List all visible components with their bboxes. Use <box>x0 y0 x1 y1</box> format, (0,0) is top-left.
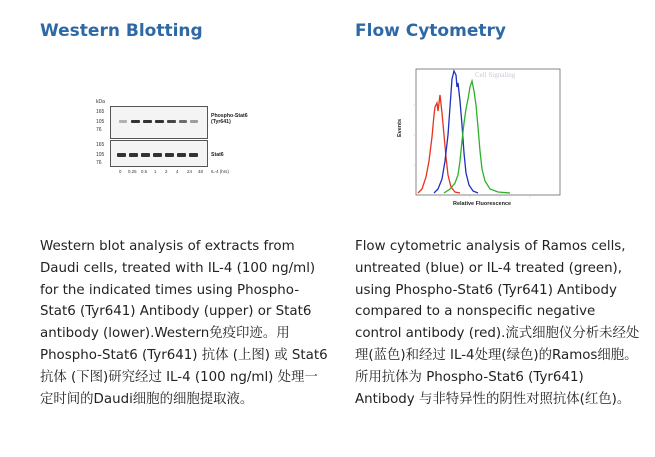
upper-blot-panel <box>110 106 208 139</box>
lane-label: 0 <box>119 169 122 174</box>
lane-unit-label: IL-4 (hrs) <box>211 169 229 174</box>
upper-marker: 76 <box>96 127 102 133</box>
lower-marker: 105 <box>96 152 105 158</box>
blot-band <box>165 153 174 157</box>
lane-label: 48 <box>198 169 203 174</box>
lane-label: 0.5 <box>141 169 148 174</box>
upper-blot-label-text: Phospho-Stat6 (Tyr641) <box>211 113 248 125</box>
blot-band <box>143 120 152 123</box>
upper-marker: 105 <box>96 119 105 125</box>
lower-blot-label: Stat6 <box>211 152 224 158</box>
plot-frame <box>416 69 560 195</box>
western-blot-image <box>95 99 281 179</box>
western-blotting-title: Western Blotting <box>40 21 203 41</box>
blot-band <box>129 153 138 157</box>
blot-band <box>117 153 126 157</box>
blot-band <box>131 120 140 123</box>
blot-band <box>189 153 198 157</box>
blot-band <box>177 153 186 157</box>
y-axis-label: Events <box>397 118 404 138</box>
lane-label: 24 <box>187 169 192 174</box>
lane-label: 4 <box>176 169 179 174</box>
flow-cytometry-caption: Flow cytometric analysis of Ramos cells, untreated (blue) or IL-4 treated (green), using Phospho-Stat6 (Tyr641) Antibody compared to a nonspecific negative control antibody (red).流式细胞仪分析未经处理(蓝色)和经过 IL-4处理(绿色)的Ramos细胞。所用抗体为 Phospho-Stat6 (Tyr641) Antibody 与非特异性的阴性对照抗体(红色)。 <box>355 239 640 407</box>
blot-band <box>153 153 162 157</box>
flow-histogram-svg <box>400 65 565 210</box>
blot-band <box>179 120 187 123</box>
blot-band <box>141 153 150 157</box>
flow-cytometry-image <box>397 65 565 210</box>
lane-label: 2 <box>165 169 168 174</box>
kda-label: kDa <box>96 99 105 105</box>
x-axis-label: Relative Fluorescence <box>453 201 512 207</box>
upper-marker: 165 <box>96 109 105 115</box>
lower-marker: 165 <box>96 142 105 148</box>
watermark: Cell Signaling <box>475 71 516 79</box>
flow-cytometry-title: Flow Cytometry <box>355 21 506 41</box>
lower-marker: 76 <box>96 160 102 166</box>
blot-band <box>190 120 198 123</box>
lane-label: 0.25 <box>128 169 137 174</box>
lower-blot-panel <box>110 140 208 167</box>
blot-band <box>119 120 127 123</box>
lane-label: 1 <box>154 169 157 174</box>
blot-band <box>155 120 164 123</box>
blot-band <box>167 120 176 123</box>
upper-blot-label <box>211 113 251 125</box>
western-blotting-caption: Western blot analysis of extracts from Daudi cells, treated with IL-4 (100 ng/ml) for the indicated times using Phospho-Stat6 (Tyr641) Antibody (upper) or Stat6 antibody (lower).Western免疫印迹。用Phospho-Stat6 (Tyr641) 抗体 (上图) 或 Stat6 抗体 (下图)研究经过 IL-4 (100 ng/ml) 处理一定时间的Daudi细胞的细胞提取液。 <box>40 239 328 407</box>
